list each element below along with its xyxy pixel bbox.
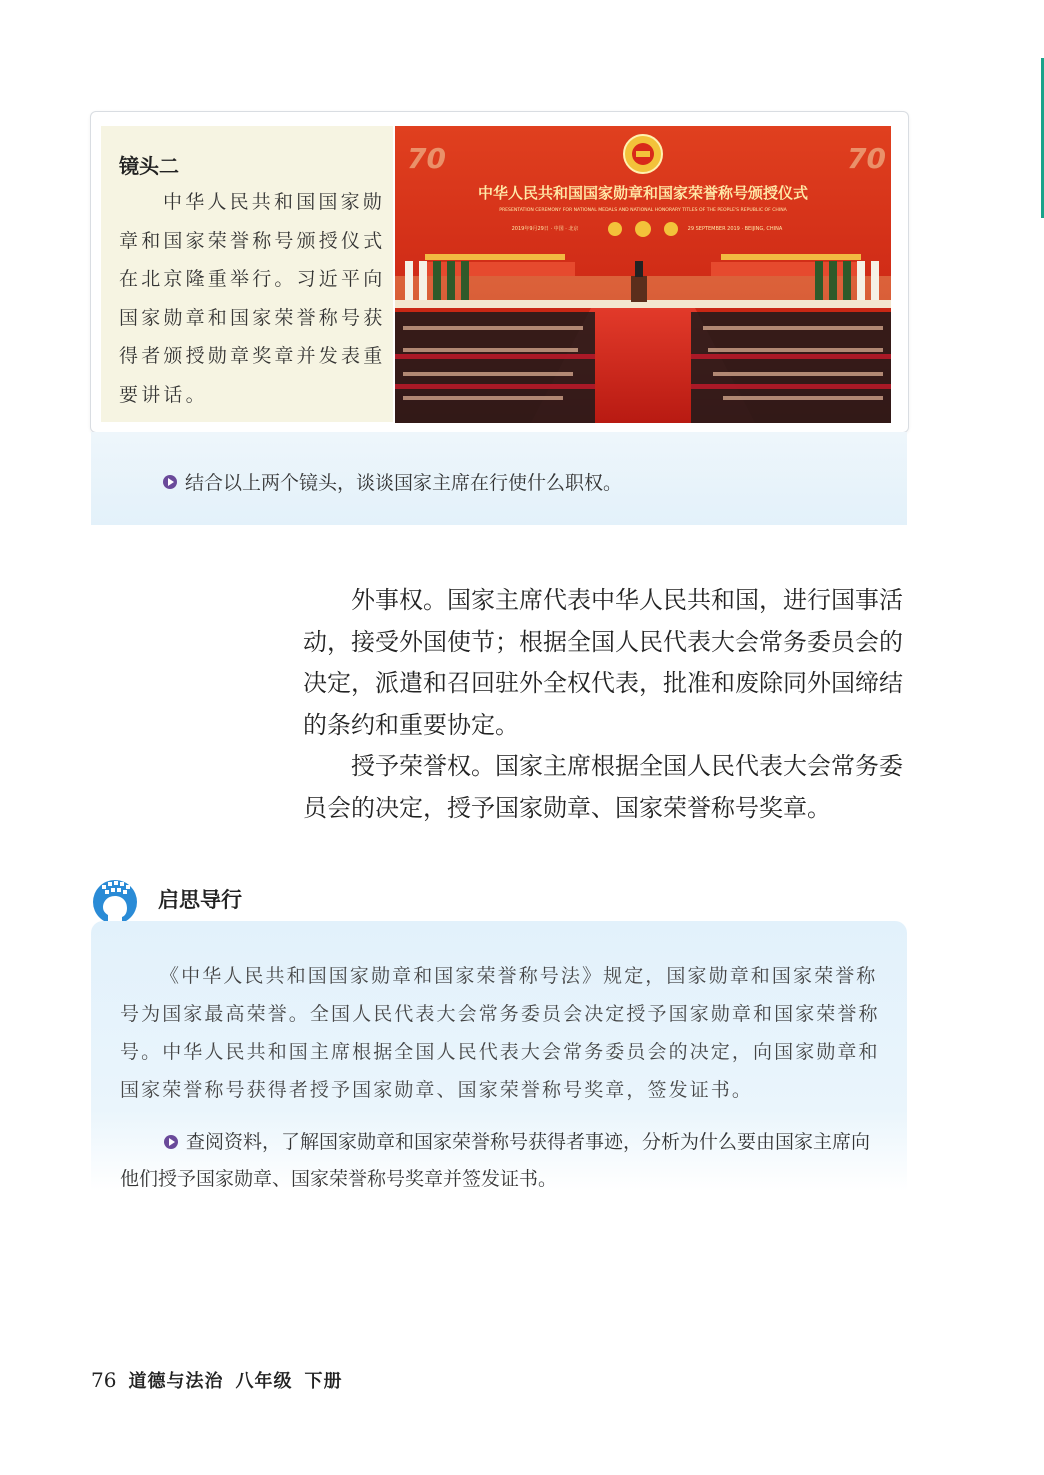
footer-subject: 道德与法治	[128, 1371, 224, 1392]
guide-question-text: 查阅资料，了解国家勋章和国家荣誉称号获得者事迹，分析为什么要由国家主席向他们授予国家勋章、国家荣誉称号奖章并签发证书。	[120, 1131, 871, 1190]
case-box	[90, 111, 909, 433]
lightbulb-head-icon	[91, 876, 139, 924]
play-bullet-icon	[163, 475, 177, 489]
guide-paragraph: 《中华人民共和国国家勋章和国家荣誉称号法》规定，国家勋章和国家荣誉称号为国家最高荣誉。全国人民代表大会常务委员会决定授予国家勋章和国家荣誉称号。中华人民共和国主席根据全国人民代表大会常务委员会的决定，向国家勋章和国家荣誉称号获得者授予国家勋章、国家荣誉称号奖章，签发证书。	[120, 965, 880, 1101]
banner-subtitle: PRESENTATION CEREMONY FOR NATIONAL MEDALS AND NATIONAL HONORARY TITLES OF THE PEOPLE'S REPUBLIC OF CHINA	[499, 208, 787, 213]
case-title: 镜头二	[119, 154, 179, 178]
ceremony-photo	[395, 126, 891, 423]
anniversary-mark-right: 70	[847, 142, 886, 175]
question-text: 结合以上两个镜头，谈谈国家主席在行使什么职权。	[185, 472, 623, 494]
question-band	[91, 432, 907, 525]
question-row	[163, 468, 622, 495]
banner-date-cn: 2019年9月29日 · 中国 · 北京	[511, 226, 579, 232]
paragraph-honor: 授予荣誉权。国家主席根据全国人民代表大会常务委员会的决定，授予国家勋章、国家荣誉称号奖章。	[303, 752, 903, 822]
case-text-panel	[101, 126, 393, 422]
anniversary-mark-left: 70	[407, 142, 446, 175]
paragraph-foreign-affairs: 外事权。国家主席代表中华人民共和国，进行国事活动，接受外国使节；根据全国人民代表大会常务委员会的决定，派遣和召回驻外全权代表，批准和废除同外国缔结的条约和重要协定。	[303, 586, 903, 739]
footer-grade: 八年级	[235, 1371, 293, 1392]
banner-title: 中华人民共和国国家勋章和国家荣誉称号颁授仪式	[477, 184, 809, 202]
page-number: 76	[91, 1368, 117, 1392]
case-body: 中华人民共和国国家勋章和国家荣誉称号颁授仪式在北京隆重举行。习近平向国家勋章和国家荣誉称号获得者颁授勋章奖章并发表重要讲话。	[119, 191, 386, 406]
banner-date-en: 29 SEPTEMBER 2019 · BEIJING, CHINA	[687, 226, 783, 232]
play-bullet-icon	[164, 1135, 178, 1149]
footer-volume: 下册	[304, 1371, 343, 1392]
section-title: 启思导行	[158, 888, 242, 912]
guide-question	[120, 1124, 880, 1198]
page-footer	[91, 1367, 342, 1393]
main-text	[303, 580, 909, 829]
